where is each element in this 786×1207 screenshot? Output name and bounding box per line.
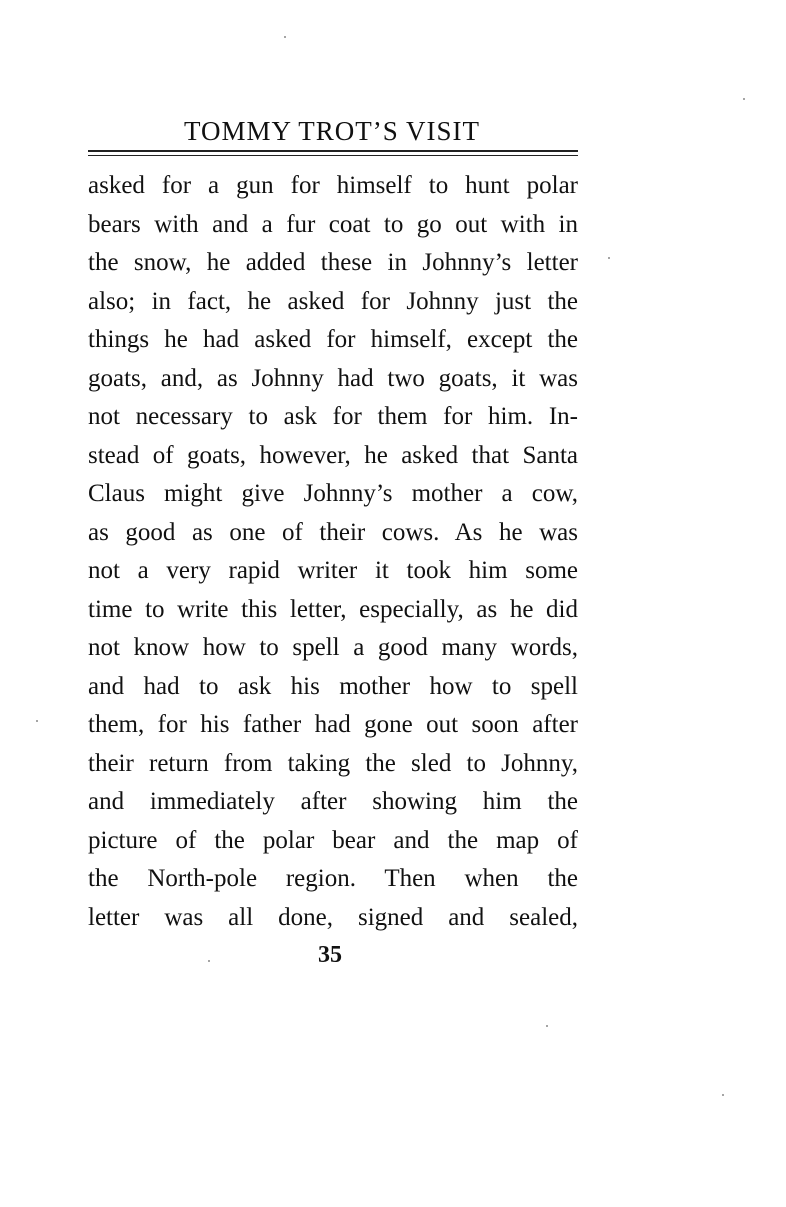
text-line: not know how to spell a good many words,: [88, 634, 578, 661]
text-line: and had to ask his mother how to spell: [88, 672, 578, 700]
text-line: the North-pole region. Then when the: [88, 865, 578, 892]
running-head: TOMMY TROT’S VISIT: [183, 116, 481, 146]
scan-speck: [608, 257, 610, 259]
text-line: picture of the polar bear and the map of: [88, 826, 578, 854]
text-line: letter was all done, signed and sealed,: [88, 903, 578, 931]
text-line: the snow, he added these in Johnny’s letter: [88, 249, 578, 276]
text-line: asked for a gun for himself to hunt polar: [88, 172, 578, 199]
body-text: [88, 167, 578, 937]
scan-speck: [743, 98, 745, 100]
page-number: 35: [318, 942, 342, 968]
text-line: goats, and, as Johnny had two goats, it was: [88, 364, 578, 392]
text-line: Claus might give Johnny’s mother a cow,: [88, 480, 578, 507]
scan-speck: [284, 36, 286, 38]
text-line: bears with and a fur coat to go out with in: [88, 210, 578, 238]
text-line: not necessary to ask for them for him. In-: [88, 403, 578, 430]
header-rule-thick: [88, 150, 578, 152]
text-line: also; in fact, he asked for Johnny just the: [88, 287, 578, 315]
text-line: them, for his father had gone out soon after: [88, 711, 578, 738]
text-line: time to write this letter, especially, as he did: [88, 595, 578, 623]
scan-speck: [546, 1025, 548, 1027]
header-rule-thin: [88, 155, 578, 156]
scan-speck: [36, 720, 38, 722]
text-line: and immediately after showing him the: [88, 788, 578, 815]
text-line: their return from taking the sled to Johnny,: [88, 749, 578, 777]
scan-speck: [208, 960, 210, 962]
text-line: as good as one of their cows. As he was: [88, 518, 578, 546]
text-line: not a very rapid writer it took him some: [88, 557, 578, 584]
text-line: things he had asked for himself, except the: [88, 326, 578, 353]
scan-speck: [722, 1094, 724, 1096]
text-line: stead of goats, however, he asked that Santa: [88, 441, 578, 469]
